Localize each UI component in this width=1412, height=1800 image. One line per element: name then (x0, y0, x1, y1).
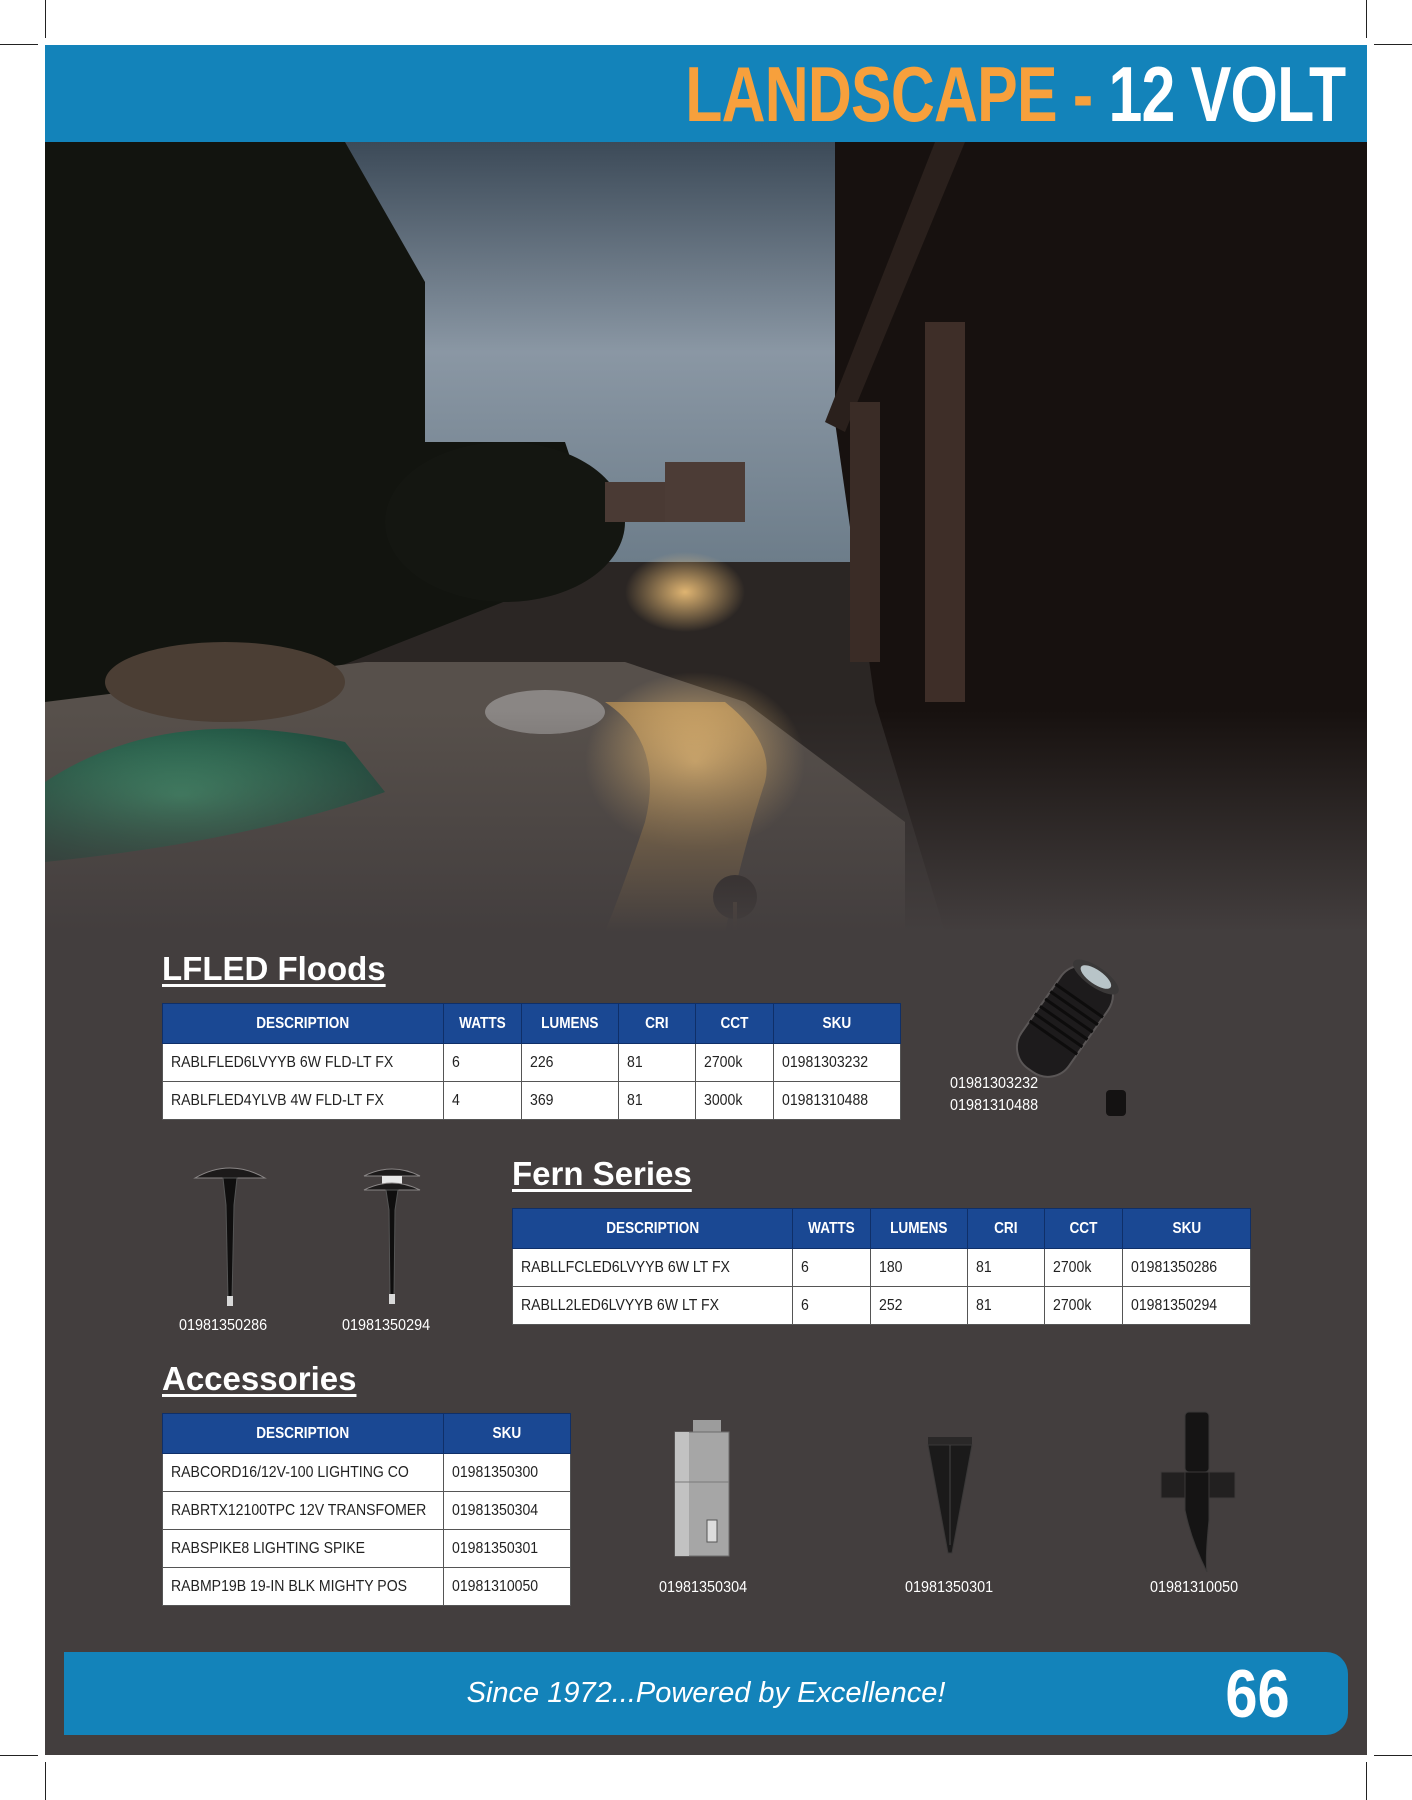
fern-two-tier-lamp-image (352, 1160, 432, 1310)
page-title (685, 51, 1345, 137)
section-title-floods: LFLED Floods (162, 950, 386, 987)
flood-image-caption (950, 1073, 1048, 1117)
landscape-lighting-photo (45, 142, 1367, 932)
hero-photo (45, 142, 1367, 932)
cell-description: RABSPIKE8 LIGHTING SPIKE (163, 1530, 444, 1568)
column-header: CRI (968, 1209, 1045, 1249)
section-title-fern: Fern Series (512, 1155, 692, 1192)
cell-description: RABMP19B 19-IN BLK MIGHTY POS (163, 1568, 444, 1606)
lighting-spike-image (920, 1435, 980, 1555)
cell-sku: 01981350304 (444, 1492, 571, 1530)
crop-mark (45, 1762, 46, 1800)
cell-cri: 81 (968, 1287, 1045, 1325)
page-number: 66 (1225, 1656, 1290, 1732)
fern-single-tier-lamp-image (190, 1160, 270, 1310)
fern-image-caption (179, 1315, 277, 1337)
sku-caption: 01981350304 (659, 1579, 748, 1596)
cell-cct: 3000k (696, 1082, 774, 1120)
column-header: SKU (774, 1004, 901, 1044)
table-header-row (163, 1004, 901, 1044)
cell-cri: 81 (619, 1082, 696, 1120)
footer-tagline: Since 1972...Powered by Excellence! (466, 1677, 946, 1709)
column-header: WATTS (444, 1004, 522, 1044)
column-header: DESCRIPTION (163, 1004, 444, 1044)
crop-mark (1374, 1755, 1412, 1756)
crop-mark (1366, 0, 1367, 38)
table-row (163, 1082, 901, 1120)
column-header: LUMENS (522, 1004, 619, 1044)
title-bar (45, 45, 1367, 142)
fern-table (512, 1208, 1251, 1325)
accessory-image-caption (905, 1577, 1003, 1599)
cell-sku: 01981310488 (774, 1082, 901, 1120)
crop-mark (0, 1755, 38, 1756)
cell-watts: 6 (444, 1044, 522, 1082)
cell-lumens: 226 (522, 1044, 619, 1082)
table-row (163, 1568, 571, 1606)
accessory-image-caption (659, 1577, 757, 1599)
column-header: CCT (696, 1004, 774, 1044)
column-header: SKU (444, 1414, 571, 1454)
cell-lumens: 252 (871, 1287, 968, 1325)
table-header-row (163, 1414, 571, 1454)
column-header: WATTS (793, 1209, 871, 1249)
floods-table (162, 1003, 901, 1120)
table-row (163, 1492, 571, 1530)
crop-mark (1366, 1762, 1367, 1800)
cell-cct: 2700k (1045, 1249, 1123, 1287)
column-header: LUMENS (871, 1209, 968, 1249)
cell-sku: 01981350301 (444, 1530, 571, 1568)
catalog-page (45, 45, 1367, 1755)
sku-caption: 01981310488 (950, 1097, 1039, 1114)
sku-caption: 01981350301 (905, 1579, 994, 1596)
table-row (163, 1044, 901, 1082)
footer-bar (64, 1652, 1348, 1735)
cell-cct: 2700k (696, 1044, 774, 1082)
cell-description: RABLFLED4YLVB 4W FLD-LT FX (163, 1082, 444, 1120)
table-row (513, 1249, 1251, 1287)
title-voltage: 12 VOLT (1108, 50, 1345, 138)
title-separator: - (1056, 50, 1109, 138)
column-header: CRI (619, 1004, 696, 1044)
cell-description: RABLLFCLED6LVYYB 6W LT FX (513, 1249, 793, 1287)
crop-mark (1374, 44, 1412, 45)
sku-caption: 01981303232 (950, 1075, 1039, 1092)
cell-description: RABRTX12100TPC 12V TRANSFOMER (163, 1492, 444, 1530)
cell-sku: 01981350286 (1123, 1249, 1251, 1287)
column-header: DESCRIPTION (163, 1414, 444, 1454)
cell-sku: 01981310050 (444, 1568, 571, 1606)
section-title-accessories: Accessories (162, 1360, 357, 1397)
title-category: LANDSCAPE (684, 50, 1057, 138)
crop-mark (45, 0, 46, 38)
crop-mark (0, 44, 38, 45)
fern-image-caption (342, 1315, 440, 1337)
table-header-row (513, 1209, 1251, 1249)
column-header: SKU (1123, 1209, 1251, 1249)
cell-watts: 6 (793, 1287, 871, 1325)
table-row (163, 1454, 571, 1492)
accessory-image-caption (1150, 1577, 1248, 1599)
table-row (513, 1287, 1251, 1325)
column-header: CCT (1045, 1209, 1123, 1249)
cell-cri: 81 (619, 1044, 696, 1082)
accessories-table (162, 1413, 571, 1606)
cell-cct: 2700k (1045, 1287, 1123, 1325)
cell-watts: 6 (793, 1249, 871, 1287)
cell-description: RABLFLED6LVYYB 6W FLD-LT FX (163, 1044, 444, 1082)
sku-caption: 01981310050 (1150, 1579, 1239, 1596)
cell-description: RABLL2LED6LVYYB 6W LT FX (513, 1287, 793, 1325)
cell-sku: 01981303232 (774, 1044, 901, 1082)
cell-sku: 01981350300 (444, 1454, 571, 1492)
column-header: DESCRIPTION (513, 1209, 793, 1249)
sku-caption: 01981350294 (342, 1317, 431, 1334)
cell-lumens: 369 (522, 1082, 619, 1120)
mighty-post-image (1155, 1410, 1245, 1575)
cell-watts: 4 (444, 1082, 522, 1120)
transformer-image (665, 1420, 735, 1560)
table-row (163, 1530, 571, 1568)
sku-caption: 01981350286 (179, 1317, 268, 1334)
cell-sku: 01981350294 (1123, 1287, 1251, 1325)
cell-cri: 81 (968, 1249, 1045, 1287)
cell-lumens: 180 (871, 1249, 968, 1287)
cell-description: RABCORD16/12V-100 LIGHTING CO (163, 1454, 444, 1492)
